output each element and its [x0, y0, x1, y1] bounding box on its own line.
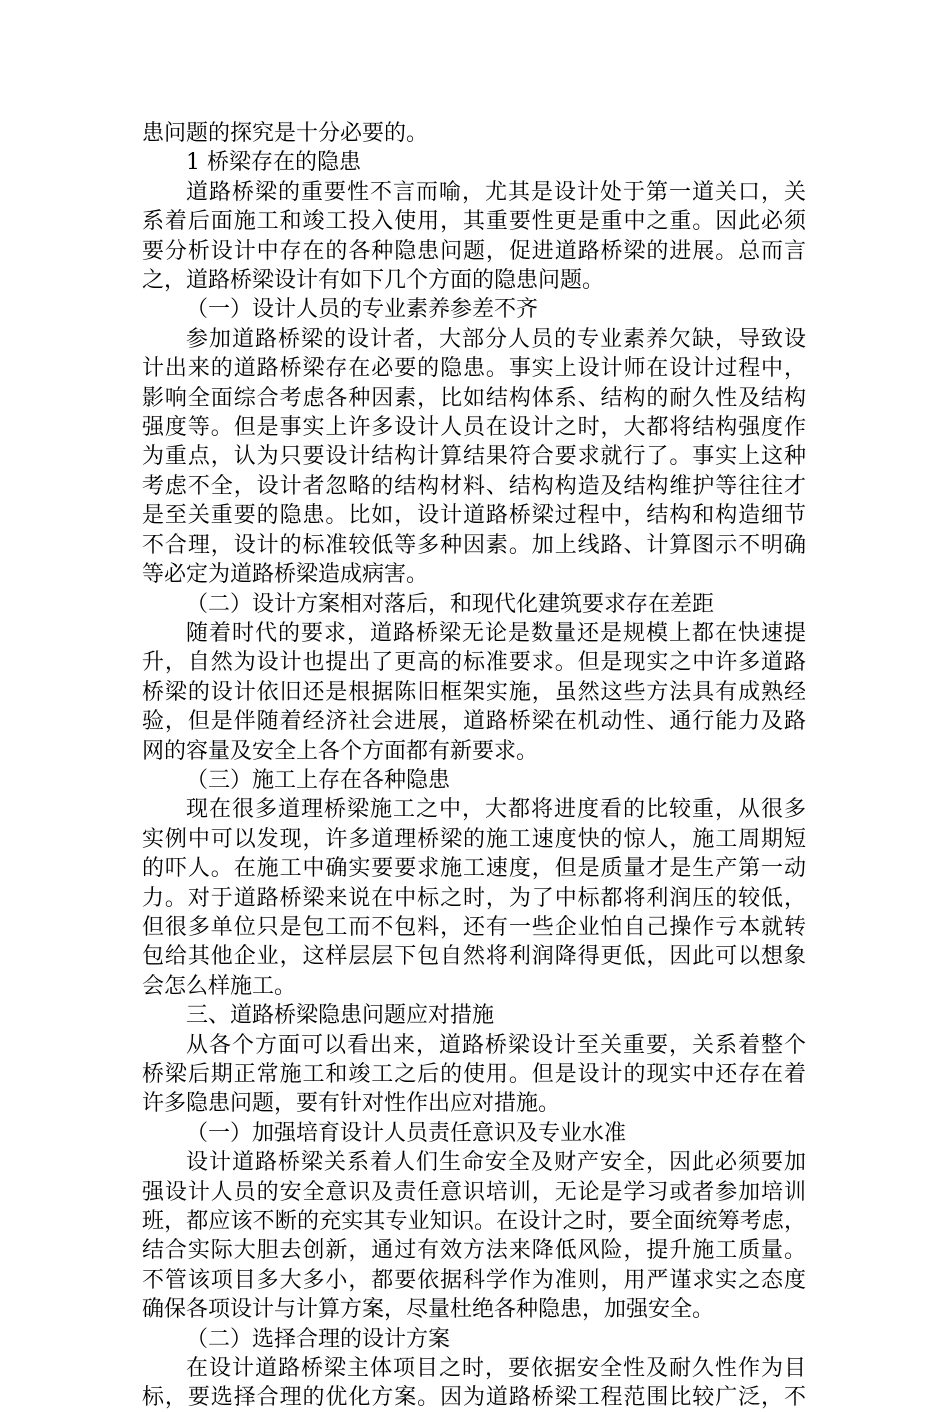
text-line: 现在很多道理桥梁施工之中，大都将进度看的比较重，从很多: [186, 797, 806, 823]
text-line: 影响全面综合考虑各种因素，比如结构体系、结构的耐久性及结构: [142, 385, 806, 411]
text-line: 从各个方面可以看出来，道路桥梁设计至关重要，关系着整个: [186, 1032, 806, 1058]
text-line: 为重点，认为只要设计结构计算结果符合要求就行了。事实上这种: [142, 444, 806, 470]
text-line: 确保各项设计与计算方案，尽量杜绝各种隐患，加强安全。: [142, 1297, 715, 1323]
text-line: 桥梁后期正常施工和竣工之后的使用。但是设计的现实中还存在着: [142, 1062, 806, 1087]
text-line: 是至关重要的隐患。比如，设计道路桥梁过程中，结构和构造细节: [142, 503, 806, 529]
text-line: 会怎么样施工。: [142, 973, 297, 999]
text-line: （三）施工上存在各种隐患: [186, 767, 451, 793]
text-line: 计出来的道路桥梁存在必要的隐患。事实上设计师在设计过程中，: [142, 356, 806, 382]
text-line: 设计道路桥梁关系着人们生命安全及财产安全，因此必须要加: [186, 1150, 806, 1176]
text-line: 力。对于道路桥梁来说在中标之时，为了中标都将利润压的较低，: [142, 885, 806, 911]
text-line: 系着后面施工和竣工投入使用，其重要性更是重中之重。因此必须: [142, 209, 806, 235]
text-line: 网的容量及安全上各个方面都有新要求。: [142, 738, 539, 764]
text-line: 包给其他企业，这样层层下包自然将利润降得更低，因此可以想象: [142, 944, 806, 970]
text-line: 升，自然为设计也提出了更高的标准要求。但是现实之中许多道路: [142, 650, 806, 676]
text-line: 参加道路桥梁的设计者，大部分人员的专业素养欠缺，导致设: [186, 326, 806, 352]
text-line: （一）设计人员的专业素养参差不齐: [186, 297, 539, 323]
text-line: 许多隐患问题，要有针对性作出应对措施。: [142, 1091, 561, 1117]
document-page: [142, 119, 806, 1413]
text-line: 不管该项目多大多小，都要依据科学作为准则，用严谨求实之态度: [142, 1267, 806, 1293]
text-line: 患问题的探究是十分必要的。: [142, 121, 429, 146]
text-line: 实例中可以发现，许多道理桥梁的施工速度快的惊人，施工周期短: [142, 826, 806, 852]
text-line: （一）加强培育设计人员责任意识及专业水准: [186, 1120, 627, 1146]
text-line: 班，都应该不断的充实其专业知识。在设计之时，要全面统筹考虑，: [142, 1209, 806, 1235]
text-line: 等必定为道路桥梁造成病害。: [142, 562, 429, 588]
text-line: 随着时代的要求，道路桥梁无论是数量还是规模上都在快速提: [186, 620, 806, 646]
text-line: 考虑不全，设计者忽略的结构材料、结构构造及结构维护等往往才: [142, 473, 806, 499]
text-line: 强设计人员的安全意识及责任意识培训，无论是学习或者参加培训: [142, 1179, 806, 1205]
text-line: 道路桥梁的重要性不言而喻，尤其是设计处于第一道关口，关: [186, 179, 806, 205]
text-line: 之，道路桥梁设计有如下几个方面的隐患问题。: [142, 268, 605, 294]
text-line: 强度等。但是事实上许多设计人员在设计之时，大都将结构强度作: [142, 415, 806, 441]
text-line: 的吓人。在施工中确实要要求施工速度，但是质量才是生产第一动: [142, 856, 806, 882]
text-line: （二）设计方案相对落后，和现代化建筑要求存在差距: [186, 591, 715, 617]
text-line: 不合理，设计的标准较低等多种因素。加上线路、计算图示不明确: [142, 532, 806, 558]
text-line: 1 桥梁存在的隐患: [186, 150, 361, 176]
text-line: 桥梁的设计依旧还是根据陈旧框架实施，虽然这些方法具有成熟经: [142, 679, 806, 705]
text-line: 验，但是伴随着经济社会进展，道路桥梁在机动性、通行能力及路: [142, 709, 806, 735]
text-line: 标，要选择合理的优化方案。因为道路桥梁工程范围比较广泛，不: [142, 1385, 806, 1411]
text-line: 三、道路桥梁隐患问题应对措施: [186, 1003, 495, 1029]
text-line: 结合实际大胆去创新，通过有效方法来降低风险，提升施工质量。: [142, 1238, 806, 1264]
text-line: （二）选择合理的设计方案: [186, 1326, 451, 1352]
text-line: 要分析设计中存在的各种隐患问题，促进道路桥梁的进展。总而言: [142, 238, 806, 264]
text-line: 在设计道路桥梁主体项目之时，要依据安全性及耐久性作为目: [186, 1356, 806, 1382]
text-line: 但很多单位只是包工而不包料，还有一些企业怕自己操作亏本就转: [142, 914, 806, 940]
